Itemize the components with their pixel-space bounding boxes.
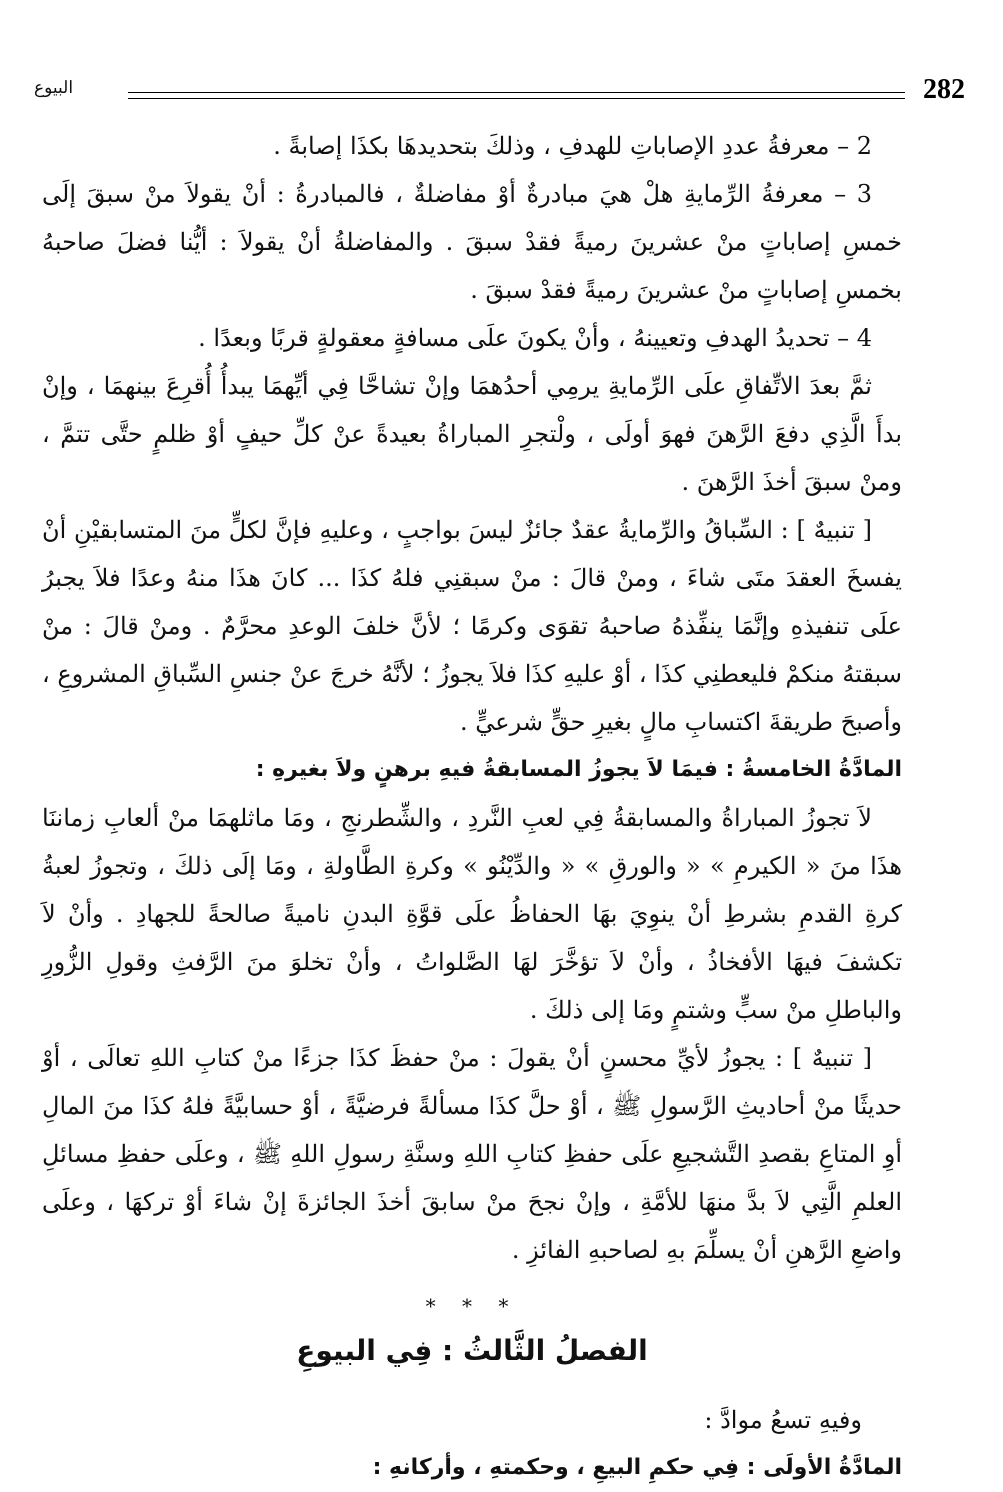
item-2: 2 – معرفةُ عددِ الإصاباتِ للهدفِ ، وذلكَ بتحديدهَا بكذَا إصابةً . — [273, 132, 872, 160]
chapter-title: الفصلُ الثَّالثُ : فِي البيوعِ — [296, 1334, 648, 1367]
paragraph-prohibited-games: لاَ تجوزُ المباراةُ والمسابقةُ فِي لعبِ النَّردِ ، والشِّطرنجِ ، ومَا ماثلهمَا منْ ألعابِ زماننَا هذَا منَ « الكيرمِ » « والورقِ » « والدِّيْنُو » وكرةِ الطَّاولةِ ، ومَا إلَى ذلكَ ، وتجوزُ لعبةُ كرةِ القدمِ بشرطِ أنْ ينوِيَ بهَا الحفاظُ علَى قوَّةِ البدنِ ناميةً صالحةً للجهادِ . وأنْ لاَ تكشفَ فيهَا الأفخاذُ ، وأنْ لاَ تؤخَّرَ لهَا الصَّلواتُ ، وأنْ تخلوَ منَ الرَّفثِ وقولِ الزُّورِ والباطلِ منْ سبٍّ وشتمٍ ومَا إلى ذلكَ . — [42, 804, 902, 1024]
page-number: 282 — [923, 74, 965, 105]
item-4: 4 – تحديدُ الهدفِ وتعيينهُ ، وأنْ يكونَ علَى مسافةٍ معقولةٍ قربًا وبعدًا . — [198, 324, 872, 352]
section-separator: * * * — [425, 1294, 519, 1318]
item-3: 3 – معرفةُ الرِّمايةِ هلْ هيَ مبادرةٌ أوْ مفاضلةٌ ، فالمبادرةُ : أنْ يقولاَ منْ سبقَ إلَى خمسِ إصاباتٍ منْ عشرينَ رميةً فقدْ سبقَ . والمفاضلةُ أنْ يقولاَ : أيُّنا فضلَ صاحبهُ بخمسِ إصاباتٍ منْ عشرينَ رميةً فقدْ سبقَ . — [42, 180, 902, 304]
note-paragraph-1: [ تنبيهٌ ] : السِّباقُ والرِّمايةُ عقدٌ جائزٌ ليسَ بواجبٍ ، وعليهِ فإنَّ لكلٍّ منَ المتسابقيْنِ أنْ يفسخَ العقدَ متَى شاءَ ، ومنْ قالَ : منْ سبقنِي فلهُ كذَا ... كانَ هذَا منهُ وعدًا فلاَ يجبرُ علَى تنفيذهِ وإنَّمَا ينفِّذهُ صاحبهُ تقوَى وكرمًا ؛ لأنَّ خلفَ الوعدِ محرَّمٌ . ومنْ قالَ : منْ سبقتهُ منكمْ فليعطنِي كذَا ، أوْ عليهِ كذَا فلاَ يجوزُ ؛ لأنَّهُ خرجَ عنْ جنسِ السِّباقِ المشروعِ ، وأصبحَ طريقةَ اكتسابِ مالٍ بغيرِ حقٍّ شرعيٍّ . — [42, 516, 902, 736]
note-paragraph-2: [ تنبيهٌ ] : يجوزُ لأيِّ محسنٍ أنْ يقولَ : منْ حفظَ كذَا جزءًا منْ كتابِ اللهِ تعالَى ، أوْ حديثًا منْ أحاديثِ الرَّسولِ ﷺ ، أوْ حلَّ كذَا مسألةً فرضيَّةً ، أوْ حسابيَّةً فلهُ كذَا منَ المالِ أوِ المتاعِ بقصدِ التَّشجيعِ علَى حفظِ كتابِ اللهِ وسنَّةِ رسولِ اللهِ ﷺ ، وعلَى حفظِ مسائلِ العلمِ الَّتِي لاَ بدَّ منهَا للأمَّةِ ، وإنْ نجحَ منْ سابقَ أخذَ الجائزةَ إنْ شاءَ أوْ تركهَا ، وعلَى واضعِ الرَّهنِ أنْ يسلِّمَ بهِ لصاحبهِ الفائزِ . — [42, 1044, 902, 1264]
page-header — [30, 68, 965, 108]
chapter-intro: وفيهِ تسعُ موادَّ : — [704, 1406, 862, 1434]
paragraph-procedure: ثمَّ بعدَ الاتِّفاقِ علَى الرِّمايةِ يرمِي أحدُهمَا وإنْ تشاحَّا فِي أيِّهمَا يبدأُ أُقرِعَ بينهمَا ، وإنْ بدأَ الَّذِي دفعَ الرَّهنَ فهوَ أولَى ، ولْتجرِ المباراةُ بعيدةً عنْ كلِّ حيفٍ أوْ ظلمٍ حتَّى تتمَّ ، ومنْ سبقَ أخذَ الرَّهنَ . — [42, 372, 902, 496]
article-5-heading: المادَّةُ الخامسةُ : فيمَا لاَ يجوزُ المسابقةُ فيهِ برهنٍ ولاَ بغيرهِ : — [255, 757, 902, 782]
article-1-heading: المادَّةُ الأولَى : فِي حكمِ البيعِ ، وحكمتهِ ، وأركانهِ : — [372, 1455, 902, 1480]
header-rule — [128, 92, 905, 99]
page-body — [42, 122, 902, 1492]
running-head: البيوع — [34, 78, 74, 98]
